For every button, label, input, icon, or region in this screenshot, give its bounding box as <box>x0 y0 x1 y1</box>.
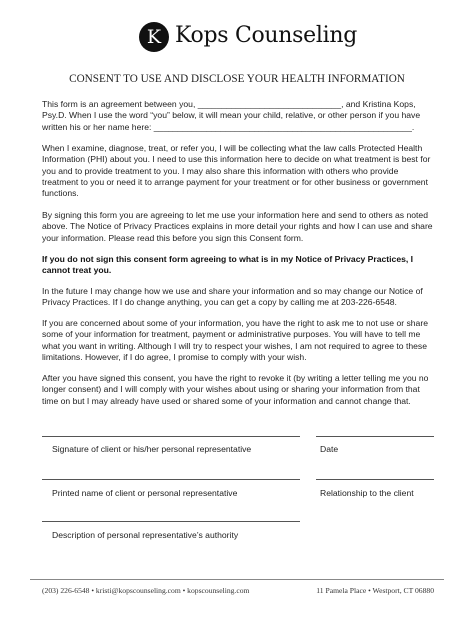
paragraph-revoke: After you have signed this consent, you have the right to revoke it (by writing a letter telling me you no longer consent) and I will comply with your wishes about using or sharing your information from that time on but I may already have used or shared some of your information and cannot change that. <box>42 373 429 406</box>
authority-line[interactable] <box>42 521 300 522</box>
footer-address: 11 Pamela Place • Westport, CT 06880 <box>316 586 434 595</box>
logo-icon: K <box>139 22 169 52</box>
signature-label: Signature of client or his/her personal representative <box>52 444 252 454</box>
letterhead <box>0 20 474 56</box>
relationship-line[interactable] <box>316 479 434 480</box>
paragraph-future-changes: In the future I may change how we use and share your information and so may change our Notice of Privacy Practices. If I do change anything, you can get a copy by calling me at 203-226-6548. <box>42 286 423 308</box>
document-title: CONSENT TO USE AND DISCLOSE YOUR HEALTH INFORMATION <box>69 73 405 85</box>
printed-name-label: Printed name of client or personal representative <box>52 488 238 498</box>
paragraph-phi: When I examine, diagnose, treat, or refer you, I will be collecting what the law calls Protected Health Information (PHI) about you. I need to use this information here to decide on what treatment is best for you and to provide treatment to you. I may also share this information with others who provide treatment to you or need it to arrange payment for your treatment or for other business or government functions. <box>42 143 431 199</box>
printed-name-line[interactable] <box>42 479 300 480</box>
paragraph-warning: If you do not sign this consent form agreeing to what is in my Notice of Privacy Practices, I cannot treat you. <box>42 254 414 276</box>
footer-contact: (203) 226-6548 • kristi@kopscounseling.com • kopscounseling.com <box>42 586 250 595</box>
paragraph-agreement: This form is an agreement between you, ______________________________, and Kristina Kops, Psy.D. When I use the word “you” below, it will mean your child, relative, or other person if you have written his or her name here: ______________________________________________________. <box>42 99 421 132</box>
date-label: Date <box>320 444 339 454</box>
paragraph-signing: By signing this form you are agreeing to let me use your information here and send to others as noted above. The Notice of Privacy Practices explains in more detail your rights and how I can use and share your information. Please read this before you sign this Consent form. <box>42 210 433 243</box>
footer-divider <box>30 579 444 580</box>
paragraph-restrictions: If you are concerned about some of your information, you have the right to ask me to not use or share some of your information for treatment, payment or administrative purposes. You will have to tell me what you want in writing. Although I will try to respect your wishes, I am not required to agree to these limitations. However, if I do agree, I promise to comply with your wish. <box>42 318 428 362</box>
authority-label: Description of personal representative’s authority <box>52 530 239 540</box>
relationship-label: Relationship to the client <box>320 488 414 498</box>
signature-line[interactable] <box>42 436 300 437</box>
date-line[interactable] <box>316 436 434 437</box>
brand-name: Kops Counseling <box>175 23 358 48</box>
